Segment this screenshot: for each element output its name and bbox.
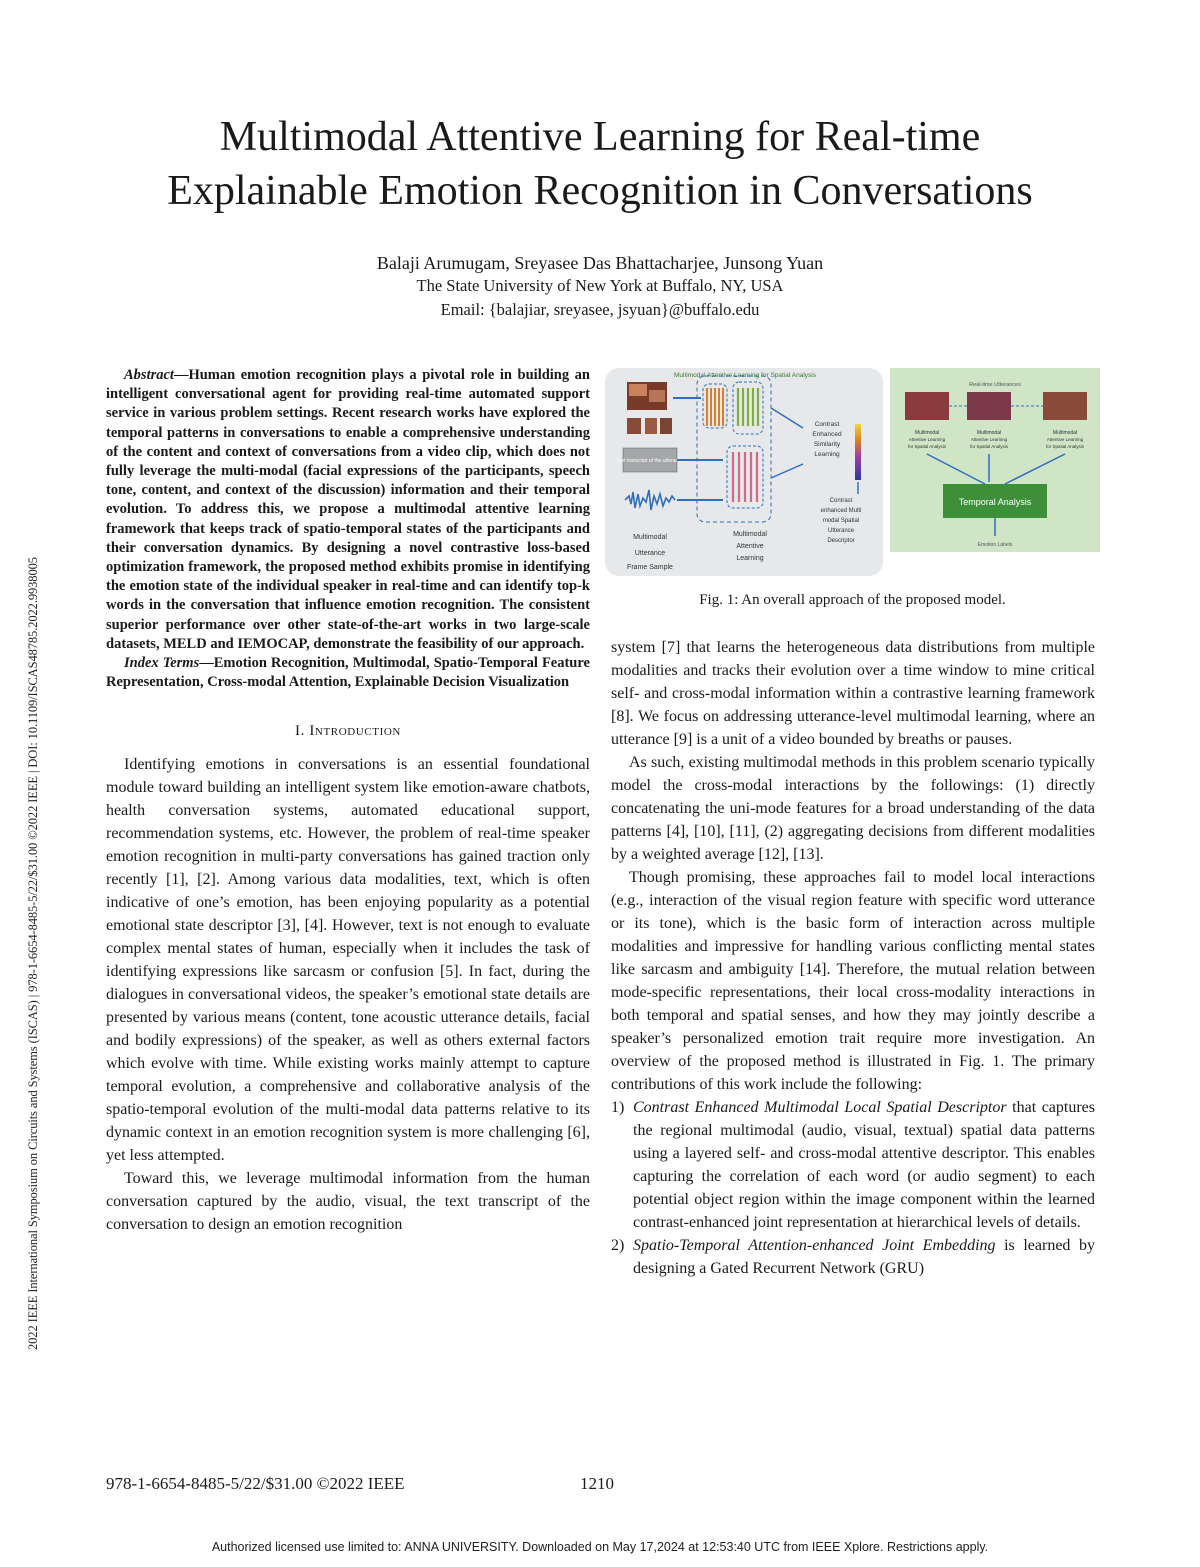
face-thumbnail xyxy=(629,384,647,396)
abstract-label: Abstract xyxy=(124,367,174,383)
mm-3: for Spatial Analysis xyxy=(907,444,947,449)
list-number: 1) xyxy=(611,1099,625,1116)
left-column xyxy=(106,366,590,1236)
desc-1: Contrast xyxy=(829,498,853,504)
contribution-head: Contrast Enhanced Multimodal Local Spatial Descriptor xyxy=(633,1099,1007,1116)
footer-copyright: 978-1-6654-8485-5/22/$31.00 ©2022 IEEE xyxy=(106,1474,405,1493)
paragraph: system [7] that learns the heterogeneous data distributions from multiple modalities and tracks their evolution over a time window to mine critical self- and cross-modal information within a contrastive learning framework [8]. We focus on addressing utterance-level multimodal learning, where an utterance [9] is a unit of a video bounded by breaths or pauses. xyxy=(611,639,1095,748)
contribution-list xyxy=(611,1096,1095,1280)
desc-2: enhanced Multi xyxy=(820,508,862,514)
temporal-analysis-label: Temporal Analysis xyxy=(958,497,1032,507)
audio-waveform xyxy=(625,488,675,512)
abstract xyxy=(106,366,590,654)
section-number: I. xyxy=(295,723,305,740)
video-frame xyxy=(1043,392,1087,420)
paragraph: Toward this, we leverage multimodal information from the human conversation captured by the audio, visual, the text transcript of the conversation to design an emotion recognition xyxy=(106,1170,590,1234)
list-item xyxy=(611,1096,1095,1234)
desc-3: modal Spatial xyxy=(822,518,860,524)
license-note: Authorized licensed use limited to: ANNA UNIVERSITY. Downloaded on May 17,2024 at 12:53:40 UTC from IEEE Xplore. Restrictions apply. xyxy=(211,1540,989,1554)
attn-label-1: Multimodal xyxy=(733,531,767,538)
doi-side-note: 2022 IEEE International Symposium on Circuits and Systems (ISCAS) | 978-1-6654-8485-5/22/$31.00 ©2022 IEEE | DOI: 10.1109/ISCAS48785.2022.9938005 xyxy=(26,557,40,1350)
paper-title xyxy=(60,110,1140,218)
desc-5: Descriptor xyxy=(827,538,855,544)
list-number: 2) xyxy=(611,1237,625,1254)
authors: Balaji Arumugam, Sreyasee Das Bhattacharjee, Junsong Yuan xyxy=(376,253,824,273)
paragraph: Though promising, these approaches fail to model local interactions (e.g., interaction of the visual region feature with specific word utterance or its tone), which is the basic form of interaction across multiple modalities and impressive for handling various conflicting mental states like sarcasm and ambiguity [14]. Therefore, the mutual relation between mode-specific representations, their local cross-modality interactions in both temporal and spatial senses, and how they may jointly describe a speaker’s personalized emotion trait require more investigation. An overview of the proposed method is illustrated in Fig. 1. The primary contributions of this work include the following: xyxy=(611,869,1095,1093)
contribution-text: is learned by designing a Gated Recurrent Network (GRU) xyxy=(633,1237,1096,1277)
right-column xyxy=(611,636,1095,1280)
frame-label-3: Frame Sample xyxy=(627,564,673,571)
video-frame xyxy=(905,392,949,420)
attention-stack xyxy=(727,446,763,508)
affiliation: The State University of New York at Buffalo, NY, USA xyxy=(416,276,784,295)
figure-caption: Fig. 1: An overall approach of the proposed model. xyxy=(699,592,1006,608)
face-crop xyxy=(627,418,641,434)
mm-1: Multimodal xyxy=(976,430,1002,436)
panel-b-title: Real-time Utterances xyxy=(969,382,1021,388)
mm-1: Multimodal xyxy=(914,430,940,436)
face-crop xyxy=(645,418,657,434)
paragraph: As such, existing multimodal methods in this problem scenario typically model the cross-modal interactions by the followings: (1) directly concatenating the uni-mode features for a broad understanding of the data patterns [4], [10], [11], (2) aggregating decisions from different modalities by a weighted average [12], [13]. xyxy=(611,754,1095,863)
frame-label-1: Multimodal xyxy=(633,534,667,541)
list-item xyxy=(611,1234,1095,1280)
mm-2: Attentive Learning xyxy=(908,437,946,442)
mm-1: Multimodal xyxy=(1052,430,1078,436)
figure-1 xyxy=(605,368,1100,578)
contribution-text: that captures the regional multimodal (audio, visual, textual) spatial data patterns using a layered self- and cross-modal attentive descriptor. This enables capturing the correlation of each word (or audio segment) to each potential object region within the image component within the learned contrast-enhanced joint representation at hierarchical levels of details. xyxy=(633,1099,1095,1231)
csl-3: Similarity xyxy=(813,441,841,448)
title-line-1: Multimodal Attentive Learning for Real-time xyxy=(219,114,981,160)
desc-4: Utterance xyxy=(827,528,855,534)
paragraph: Identifying emotions in conversations is an essential foundational module toward building an intelligent system like emotion-aware chatbots, health conversation systems, automated educational support, recommendation systems, etc. However, the problem of real-time speaker emotion recognition in multi-party conversations has gained traction only recently [1], [2]. Among various data modalities, text, which is often indicative of one’s emotion, has been enjoying popularity as a potential emotional state descriptor [3], [4]. However, text is not enough to evaluate complex mental states of human, especially when it includes the task of identifying expressions like sarcasm or confusion [5]. In fact, during the dialogues in conversational videos, the speaker’s emotional state details are presented by various means (content, tone acoustic utterance details, facial and bodily expressions) of the speaker, as well as others external factors which evolve with time. While existing works mainly attempt to capture temporal evolution, a comprehensive and collaborative analysis of the spatio-temporal evolution of the multi-modal data patterns relative to its dynamic context in an emotion recognition system is more challenging [6], yet less attempted. xyxy=(106,756,590,1165)
face-crop xyxy=(660,418,672,434)
csl-1: Contrast xyxy=(814,421,840,428)
mm-2: Attentive Learning xyxy=(1046,437,1084,442)
index-terms xyxy=(106,654,590,692)
email: Email: {balajiar, sreyasee, jsyuan}@buffalo.edu xyxy=(440,300,760,319)
page-number: 1210 xyxy=(580,1474,614,1493)
attention-stack xyxy=(703,384,727,428)
video-frame xyxy=(967,392,1011,420)
face-thumbnail xyxy=(649,390,665,402)
mm-3: for Spatial Analysis xyxy=(1045,444,1085,449)
index-terms-label: Index Terms xyxy=(124,655,200,672)
title-line-2: Explainable Emotion Recognition in Conversations xyxy=(167,168,1033,214)
index-terms-text: —Emotion Recognition, Multimodal, Spatio-Temporal Feature Representation, Cross-modal Attention, Explainable Decision Visualization xyxy=(106,655,590,691)
figure-1-diagram xyxy=(605,368,1100,578)
descriptor-bar xyxy=(855,424,861,480)
mm-3: for Spatial Analysis xyxy=(969,444,1009,449)
transcript-box-label: Text transcript of the utterance xyxy=(616,458,684,464)
csl-2: Enhanced xyxy=(812,431,842,438)
panel-a-title: Multimodal Attentive Learning for Spatial Analysis xyxy=(674,372,816,379)
csl-4: Learning xyxy=(814,451,840,458)
emotion-labels: Emotion Labels xyxy=(977,542,1013,548)
abstract-text: —Human emotion recognition plays a pivotal role in building an intelligent conversational agent for providing real-time automated support service in various problem settings. Recent research works have explored the temporal patterns in conversations to enable a comprehensive understanding of the content and context of conversations from a video clip, which does not fully leverage the multi-modal (facial expressions of the participants, speech tone, content, and context of the discussion) information and their temporal evolution. To address this, we propose a multimodal attentive learning framework that keeps track of spatio-temporal states of the participants and their conversation dynamics. By designing a novel contrastive loss-based optimization framework, the proposed method exhibits promise in identifying the emotion state of the individual speaker in real-time and can identify top-k words in the conversation that influence emotion recognition. The consistent superior performance over other state-of-the-art works in two large-scale datasets, MELD and IEMOCAP, demonstrate the feasibility of our approach. xyxy=(106,367,590,652)
attn-label-3: Learning xyxy=(736,555,764,562)
section-heading xyxy=(106,720,590,743)
mm-2: Attentive Learning xyxy=(970,437,1008,442)
frame-label-2: Utterance xyxy=(634,550,666,557)
contribution-head: Spatio-Temporal Attention-enhanced Joint Embedding xyxy=(633,1237,996,1254)
attn-label-2: Attentive xyxy=(736,543,764,550)
section-title: Introduction xyxy=(309,723,401,740)
